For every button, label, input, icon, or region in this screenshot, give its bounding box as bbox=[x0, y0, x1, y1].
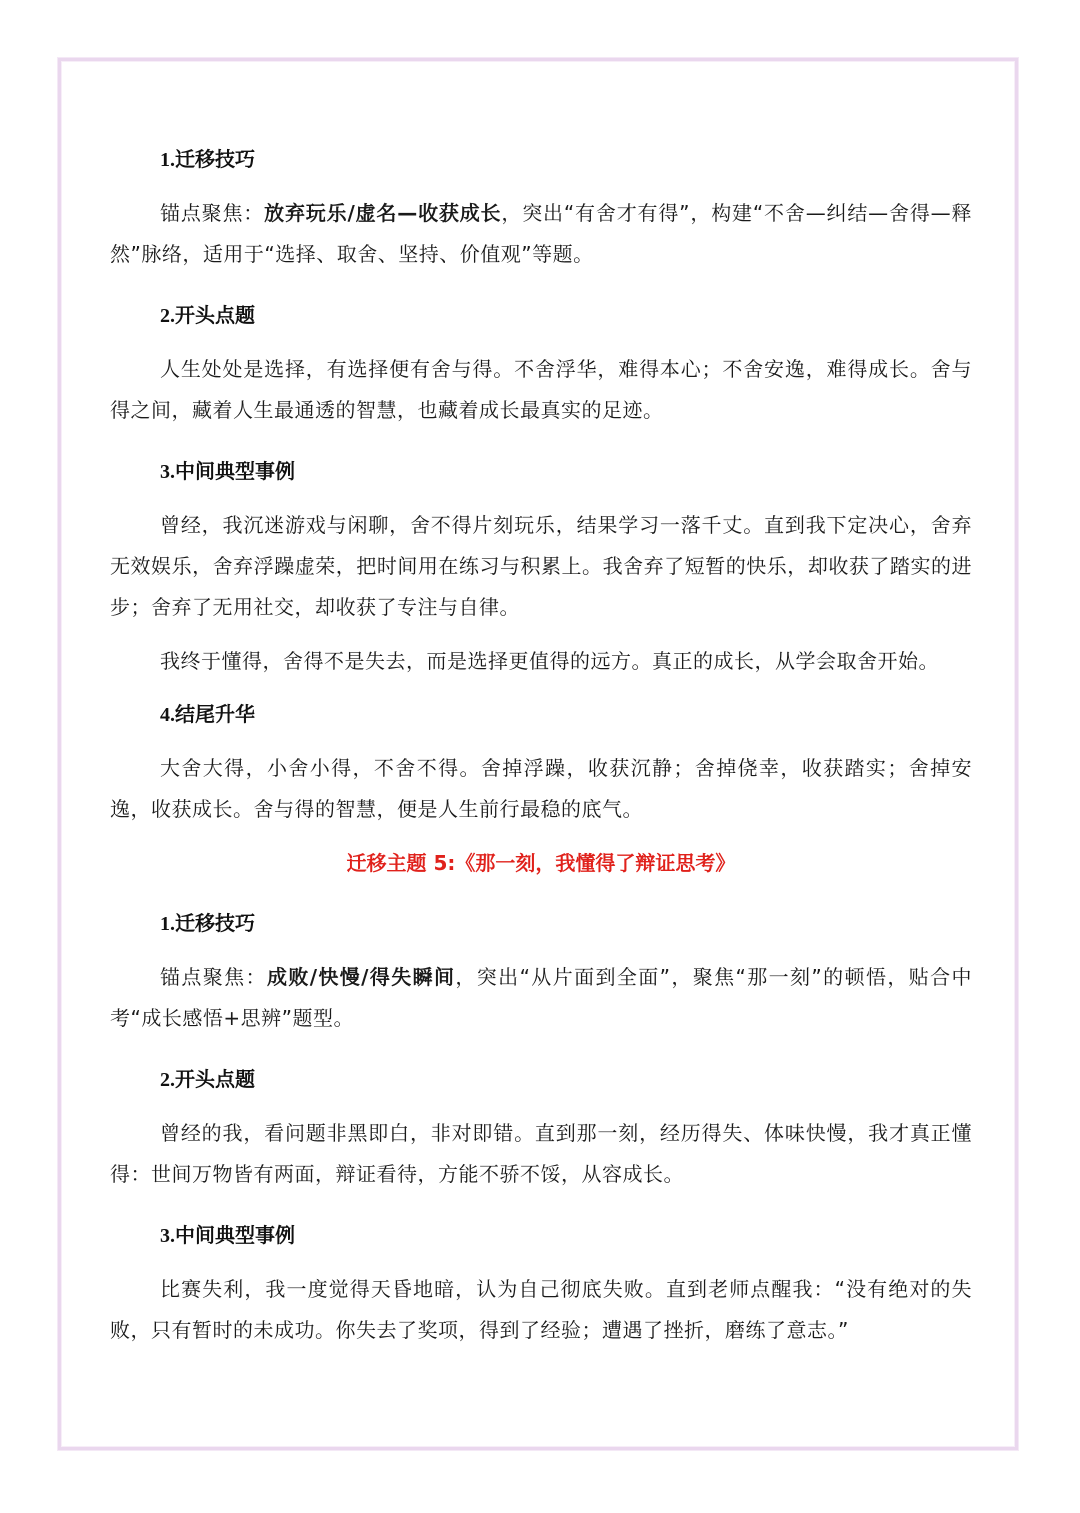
section-heading: 3.中间典型事例 bbox=[160, 461, 295, 483]
section-heading: 1.迁移技巧 bbox=[160, 149, 255, 171]
paragraph: 比赛失利，我一度觉得天昏地暗，认为自己彻底失败。直到老师点醒我：“没有绝对的失败，只有暂时的未成功。你失去了奖项，得到了经验；遭遇了挫折，磨练了意志。” bbox=[110, 1277, 972, 1342]
topic-title: 迁移主题 5:《那一刻，我懂得了辩证思考》 bbox=[346, 851, 736, 875]
paragraph-emphasis: 放弃玩乐/虚名—收获成长 bbox=[264, 201, 502, 225]
paragraph: 曾经的我，看问题非黑即白，非对即错。直到那一刻，经历得失、体味快慢，我才真正懂得：世间万物皆有两面，辩证看待，方能不骄不馁，从容成长。 bbox=[110, 1121, 972, 1186]
paragraph-rest: ，突出“从片面到全面”，聚焦“那一刻”的顿悟，贴合中考“成长感悟+思辨”题型。 bbox=[110, 965, 972, 1030]
section-heading: 4.结尾升华 bbox=[160, 704, 255, 726]
paragraph: 我终于懂得，舍得不是失去，而是选择更值得的远方。真正的成长，从学会取舍开始。 bbox=[160, 649, 939, 673]
paragraph bbox=[110, 193, 972, 275]
document-body bbox=[110, 140, 972, 1351]
paragraph-emphasis: 成败/快慢/得失瞬间 bbox=[266, 965, 456, 989]
paragraph: 人生处处是选择，有选择便有舍与得。不舍浮华，难得本心；不舍安逸，难得成长。舍与得之间，藏着人生最通透的智慧，也藏着成长最真实的足迹。 bbox=[110, 357, 972, 422]
section-heading: 1.迁移技巧 bbox=[160, 913, 255, 935]
paragraph-lead: 锚点聚焦： bbox=[160, 965, 267, 989]
paragraph: 曾经，我沉迷游戏与闲聊，舍不得片刻玩乐，结果学习一落千丈。直到我下定决心，舍弃无效娱乐，舍弃浮躁虚荣，把时间用在练习与积累上。我舍弃了短暂的快乐，却收获了踏实的进步；舍弃了无用社交，却收获了专注与自律。 bbox=[110, 513, 972, 619]
paragraph-lead: 锚点聚焦： bbox=[160, 201, 265, 225]
paragraph bbox=[110, 957, 972, 1039]
section-heading: 2.开头点题 bbox=[160, 1069, 255, 1091]
section-heading: 2.开头点题 bbox=[160, 305, 255, 327]
paragraph: 大舍大得，小舍小得，不舍不得。舍掉浮躁，收获沉静；舍掉侥幸，收获踏实；舍掉安逸，收获成长。舍与得的智慧，便是人生前行最稳的底气。 bbox=[110, 756, 972, 821]
section-heading: 3.中间典型事例 bbox=[160, 1225, 295, 1247]
paragraph-rest: ，突出“有舍才有得”，构建“不舍—纠结—舍得—释然”脉络，适用于“选择、取舍、坚持、价值观”等题。 bbox=[110, 201, 972, 266]
